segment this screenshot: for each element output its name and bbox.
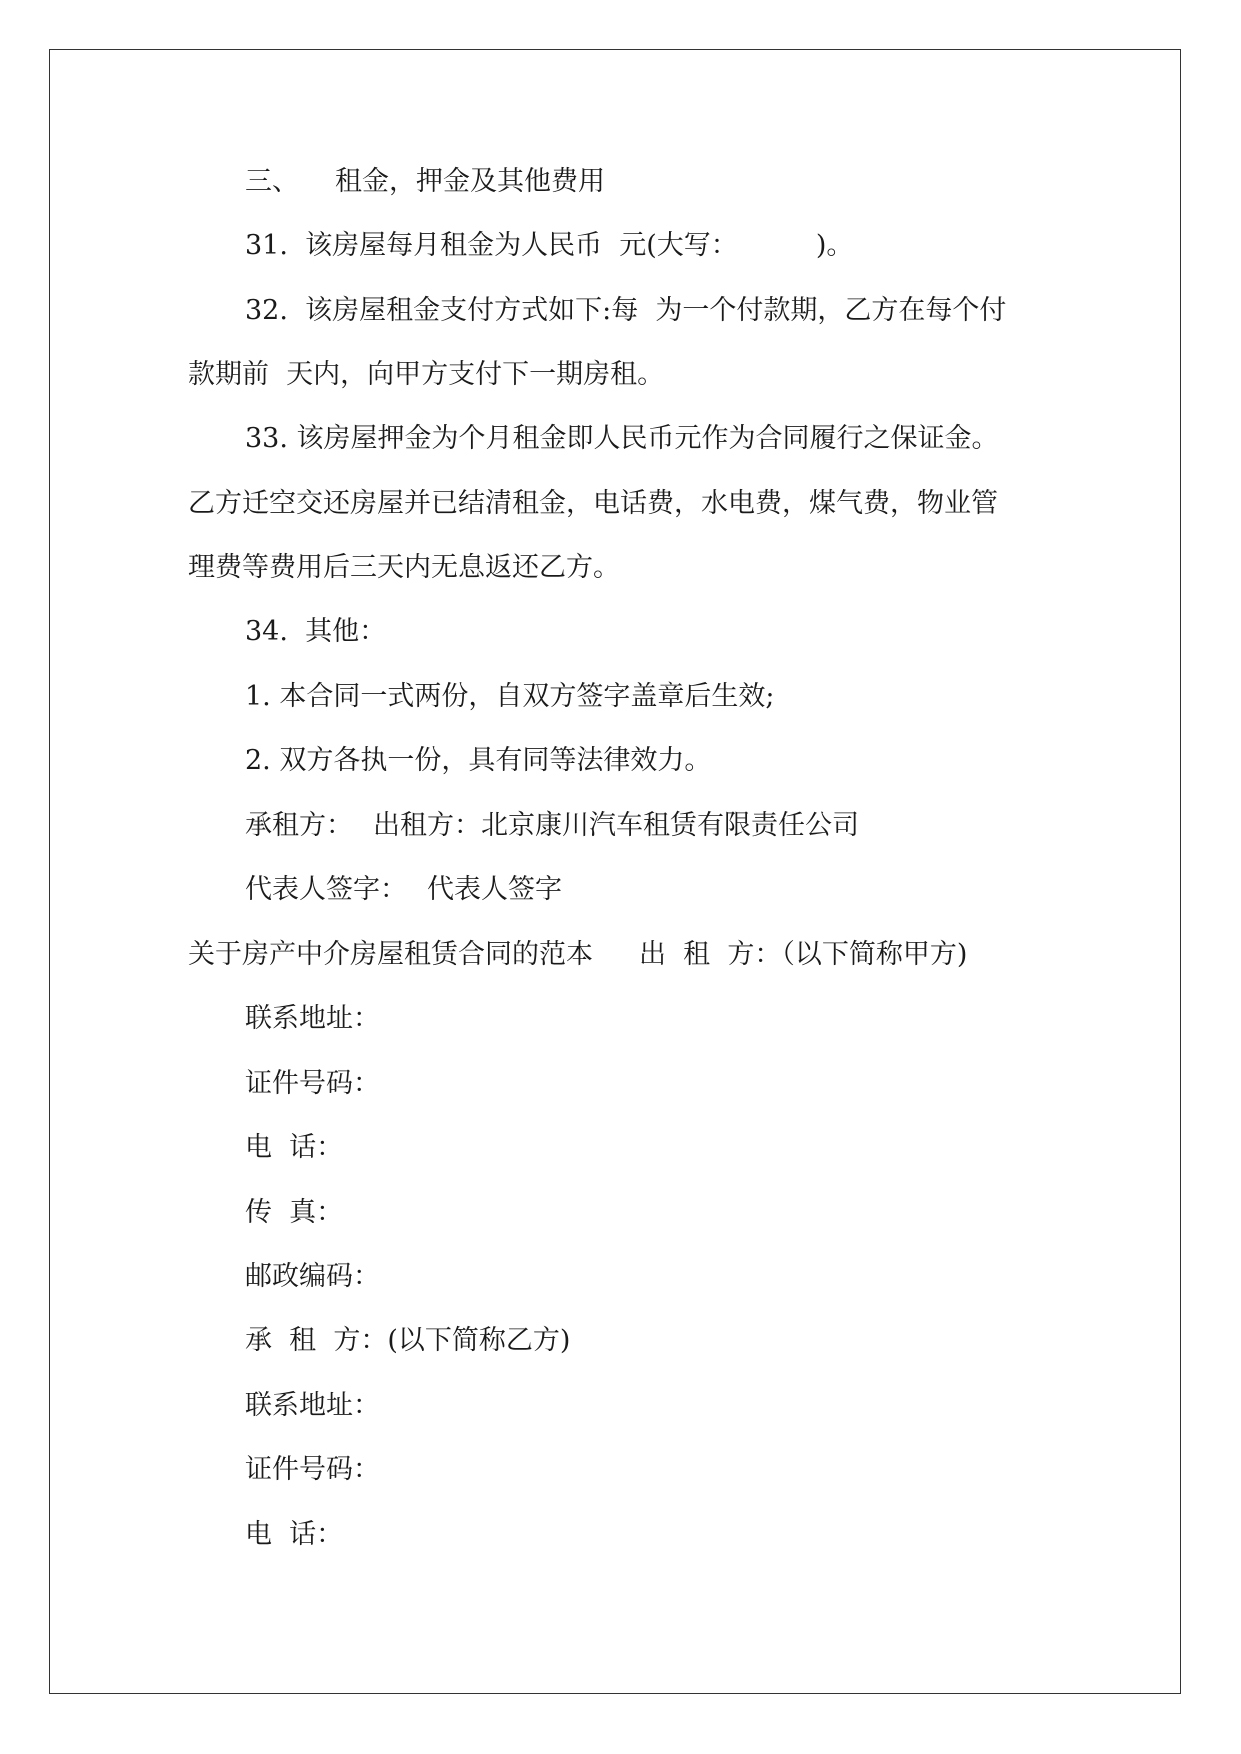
tenant-line: 承 租 方：(以下简称乙方) — [245, 1325, 571, 1356]
lessor-fax-field: 传 真： — [245, 1197, 344, 1228]
lessor-postcode-field: 邮政编码： — [245, 1261, 380, 1292]
template-title-row — [188, 937, 967, 973]
clause-31-end: )。 — [815, 230, 854, 261]
rep-signature-1: 代表人签字： — [245, 874, 407, 905]
list-item-1: 1. 本合同一式两份，自双方签字盖章后生效; — [245, 681, 775, 712]
representative-signatures — [245, 872, 562, 908]
lessor-company: 出租方：北京康川汽车租赁有限责任公司 — [373, 810, 859, 841]
section-number: 三、 — [245, 166, 299, 197]
document-title: 关于房产中介房屋租赁合同的范本 — [188, 939, 593, 970]
clause-34: 34. 其他： — [245, 616, 387, 647]
clause-33-line2: 乙方迁空交还房屋并已结清租金，电话费，水电费，煤气费，物业管 — [188, 488, 998, 519]
clause-31 — [245, 228, 853, 264]
clause-31-text: 31. 该房屋每月租金为人民币 元(大写： — [245, 230, 738, 261]
section-heading — [245, 164, 605, 200]
tenant-id-field: 证件号码： — [245, 1454, 380, 1485]
signature-parties — [245, 808, 859, 844]
clause-32-line2: 款期前 天内，向甲方支付下一期房租。 — [188, 359, 665, 390]
lessor-phone-field: 电 话： — [245, 1132, 344, 1163]
tenant-phone-field: 电 话： — [245, 1519, 344, 1550]
section-title: 租金，押金及其他费用 — [335, 166, 605, 197]
rep-signature-2: 代表人签字 — [427, 874, 562, 905]
clause-32-line1: 32. 该房屋租金支付方式如下:每 为一个付款期，乙方在每个付 — [245, 295, 1007, 326]
clause-33-line3: 理费等费用后三天内无息返还乙方。 — [188, 552, 620, 583]
list-item-2: 2. 双方各执一份，具有同等法律效力。 — [245, 745, 712, 776]
lessor-id-field: 证件号码： — [245, 1068, 380, 1099]
lessor-line: 出 租 方：（以下简称甲方) — [639, 939, 968, 970]
tenant-address-field: 联系地址： — [245, 1390, 380, 1421]
tenant-label: 承租方： — [245, 810, 353, 841]
lessor-address-field: 联系地址： — [245, 1003, 380, 1034]
clause-33-line1: 33. 该房屋押金为个月租金即人民币元作为合同履行之保证金。 — [245, 423, 999, 454]
